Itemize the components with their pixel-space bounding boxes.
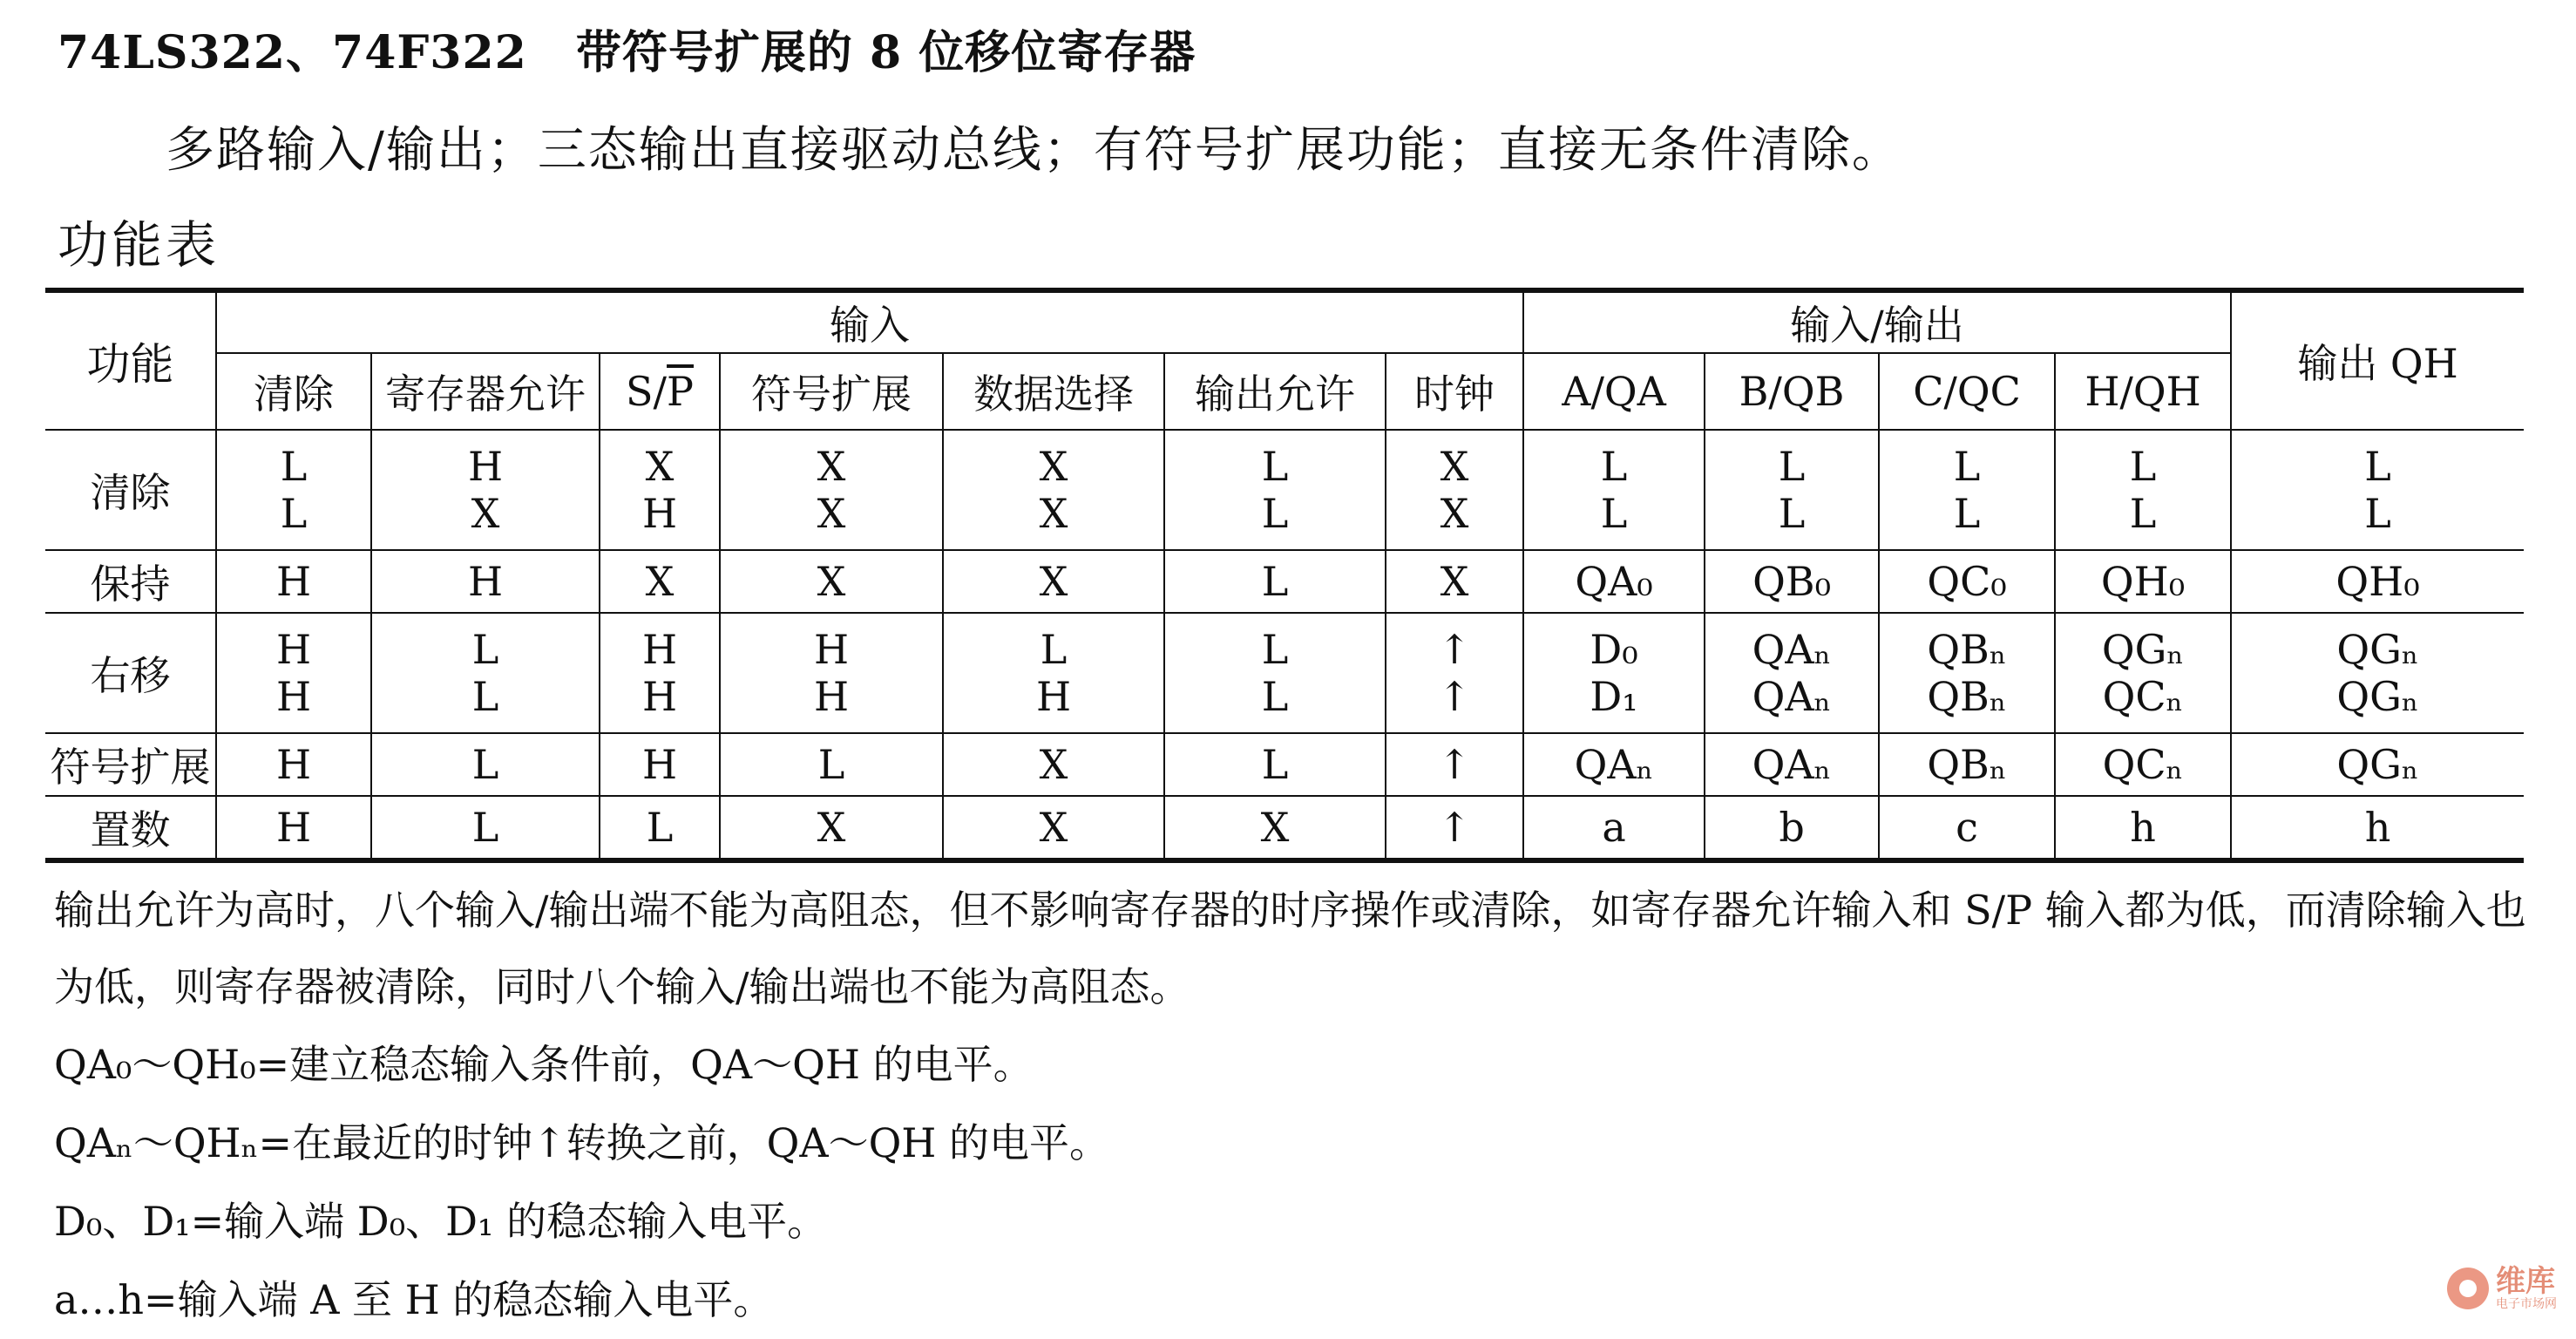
cell: H bbox=[216, 550, 371, 613]
row-function: 右移 bbox=[45, 613, 216, 733]
cell: X bbox=[720, 550, 943, 613]
cell: L L bbox=[1164, 430, 1386, 550]
header-function: 功能 bbox=[45, 290, 216, 430]
chip-part-numbers: 74LS322、74F322 bbox=[58, 26, 527, 79]
cell: ↑ ↑ bbox=[1386, 613, 1523, 733]
cell: QB₀ bbox=[1705, 550, 1879, 613]
header-clock: 时钟 bbox=[1386, 353, 1523, 430]
cell: b bbox=[1705, 796, 1879, 860]
cell: X X bbox=[943, 430, 1164, 550]
cell: QBₙ bbox=[1879, 733, 2055, 796]
row-function: 符号扩展 bbox=[45, 733, 216, 796]
cell: H bbox=[216, 733, 371, 796]
cell: X H bbox=[600, 430, 720, 550]
header-c-qc: C/QC bbox=[1879, 353, 2055, 430]
cell: QCₙ bbox=[2055, 733, 2231, 796]
cell: L L bbox=[2231, 430, 2524, 550]
cell: QBₙ QBₙ bbox=[1879, 613, 2055, 733]
cell: X bbox=[943, 550, 1164, 613]
row-function: 保持 bbox=[45, 550, 216, 613]
table-row-clear bbox=[45, 430, 2524, 550]
cell: H bbox=[600, 733, 720, 796]
cell: X bbox=[720, 796, 943, 860]
watermark-sub: 电子市场网 bbox=[2496, 1297, 2557, 1311]
cell: L bbox=[720, 733, 943, 796]
cell: QAₙ bbox=[1705, 733, 1879, 796]
cell: L bbox=[1164, 733, 1386, 796]
cell: X bbox=[1386, 550, 1523, 613]
table-caption: 功能表 bbox=[58, 215, 220, 275]
site-watermark bbox=[2447, 1266, 2557, 1311]
cell: L L bbox=[1879, 430, 2055, 550]
table-row-hold bbox=[45, 550, 2524, 613]
cell: L H bbox=[943, 613, 1164, 733]
cell: X bbox=[943, 733, 1164, 796]
table-row-load bbox=[45, 796, 2524, 860]
cell: X bbox=[1164, 796, 1386, 860]
cell: X bbox=[600, 550, 720, 613]
watermark-text bbox=[2496, 1266, 2557, 1311]
note-output-enable: 输出允许为高时，八个输入/输出端不能为高阻态，但不影响寄存器的时序操作或清除，如寄存器允许输入和 S/P 输入都为低，而清除输入也为低，则寄存器被清除，同时八个输入/输出端也不能为高阻态。 bbox=[54, 887, 2526, 1010]
cell: ↑ bbox=[1386, 796, 1523, 860]
cell: QH₀ bbox=[2231, 550, 2524, 613]
cell: X bbox=[943, 796, 1164, 860]
cell: H H bbox=[720, 613, 943, 733]
cell: QAₙ bbox=[1523, 733, 1705, 796]
cell: L L bbox=[371, 613, 600, 733]
table-row-shift-right bbox=[45, 613, 2524, 733]
cell: X X bbox=[720, 430, 943, 550]
table-row-sign-extend bbox=[45, 733, 2524, 796]
cell: QC₀ bbox=[1879, 550, 2055, 613]
chip-description: 带符号扩展的 8 位移位寄存器 bbox=[575, 26, 1196, 79]
function-table bbox=[45, 288, 2524, 863]
feature-summary: 多路输入/输出；三态输出直接驱动总线；有符号扩展功能；直接无条件清除。 bbox=[166, 122, 1902, 179]
cell: ↑ bbox=[1386, 733, 1523, 796]
cell: c bbox=[1879, 796, 2055, 860]
row-function: 清除 bbox=[45, 430, 216, 550]
cell: H bbox=[371, 550, 600, 613]
cell: QGₙ bbox=[2231, 733, 2524, 796]
header-group-io: 输入/输出 bbox=[1523, 290, 2231, 353]
cell: X X bbox=[1386, 430, 1523, 550]
header-s-p-overbar: $\overline{P}$ bbox=[667, 368, 694, 415]
cell: L L bbox=[216, 430, 371, 550]
cell: H H bbox=[600, 613, 720, 733]
cell: QH₀ bbox=[2055, 550, 2231, 613]
cell: h bbox=[2055, 796, 2231, 860]
note-d0-d1: D₀、D₁=输入端 D₀、D₁ 的稳态输入电平。 bbox=[54, 1198, 828, 1245]
header-h-qh: H/QH bbox=[2055, 353, 2231, 430]
cell: H bbox=[216, 796, 371, 860]
cell: D₀ D₁ bbox=[1523, 613, 1705, 733]
header-s-p bbox=[600, 353, 720, 430]
cell: L bbox=[371, 733, 600, 796]
cell: L L bbox=[2055, 430, 2231, 550]
header-data-select: 数据选择 bbox=[943, 353, 1164, 430]
cell: L bbox=[600, 796, 720, 860]
cell: H H bbox=[216, 613, 371, 733]
table-notes bbox=[54, 872, 2529, 1339]
header-output-enable: 输出允许 bbox=[1164, 353, 1386, 430]
cell: L bbox=[371, 796, 600, 860]
watermark-main: 维库 bbox=[2496, 1264, 2555, 1299]
note-a-h: a…h=输入端 A 至 H 的稳态输入电平。 bbox=[54, 1276, 774, 1323]
cell: QA₀ bbox=[1523, 550, 1705, 613]
watermark-logo-icon bbox=[2447, 1268, 2489, 1309]
header-group-input: 输入 bbox=[216, 290, 1523, 353]
cell: QAₙ QAₙ bbox=[1705, 613, 1879, 733]
header-b-qb: B/QB bbox=[1705, 353, 1879, 430]
cell: QGₙ QGₙ bbox=[2231, 613, 2524, 733]
header-register-enable: 寄存器允许 bbox=[371, 353, 600, 430]
note-qan-qhn: QAₙ～QHₙ=在最近的时钟↑转换之前，QA～QH 的电平。 bbox=[54, 1119, 1110, 1166]
cell: a bbox=[1523, 796, 1705, 860]
cell: H X bbox=[371, 430, 600, 550]
note-qa0-qh0: QA₀～QH₀=建立稳态输入条件前，QA～QH 的电平。 bbox=[54, 1041, 1034, 1088]
cell: L L bbox=[1523, 430, 1705, 550]
header-clear: 清除 bbox=[216, 353, 371, 430]
row-function: 置数 bbox=[45, 796, 216, 860]
header-output-qh: 输出 QH bbox=[2231, 290, 2524, 430]
cell: L L bbox=[1164, 613, 1386, 733]
cell: QGₙ QCₙ bbox=[2055, 613, 2231, 733]
cell: L bbox=[1164, 550, 1386, 613]
header-s-p-s: S/ bbox=[626, 368, 668, 415]
header-sign-extend: 符号扩展 bbox=[720, 353, 943, 430]
header-a-qa: A/QA bbox=[1523, 353, 1705, 430]
cell: h bbox=[2231, 796, 2524, 860]
page-title bbox=[58, 16, 1196, 81]
cell: L L bbox=[1705, 430, 1879, 550]
